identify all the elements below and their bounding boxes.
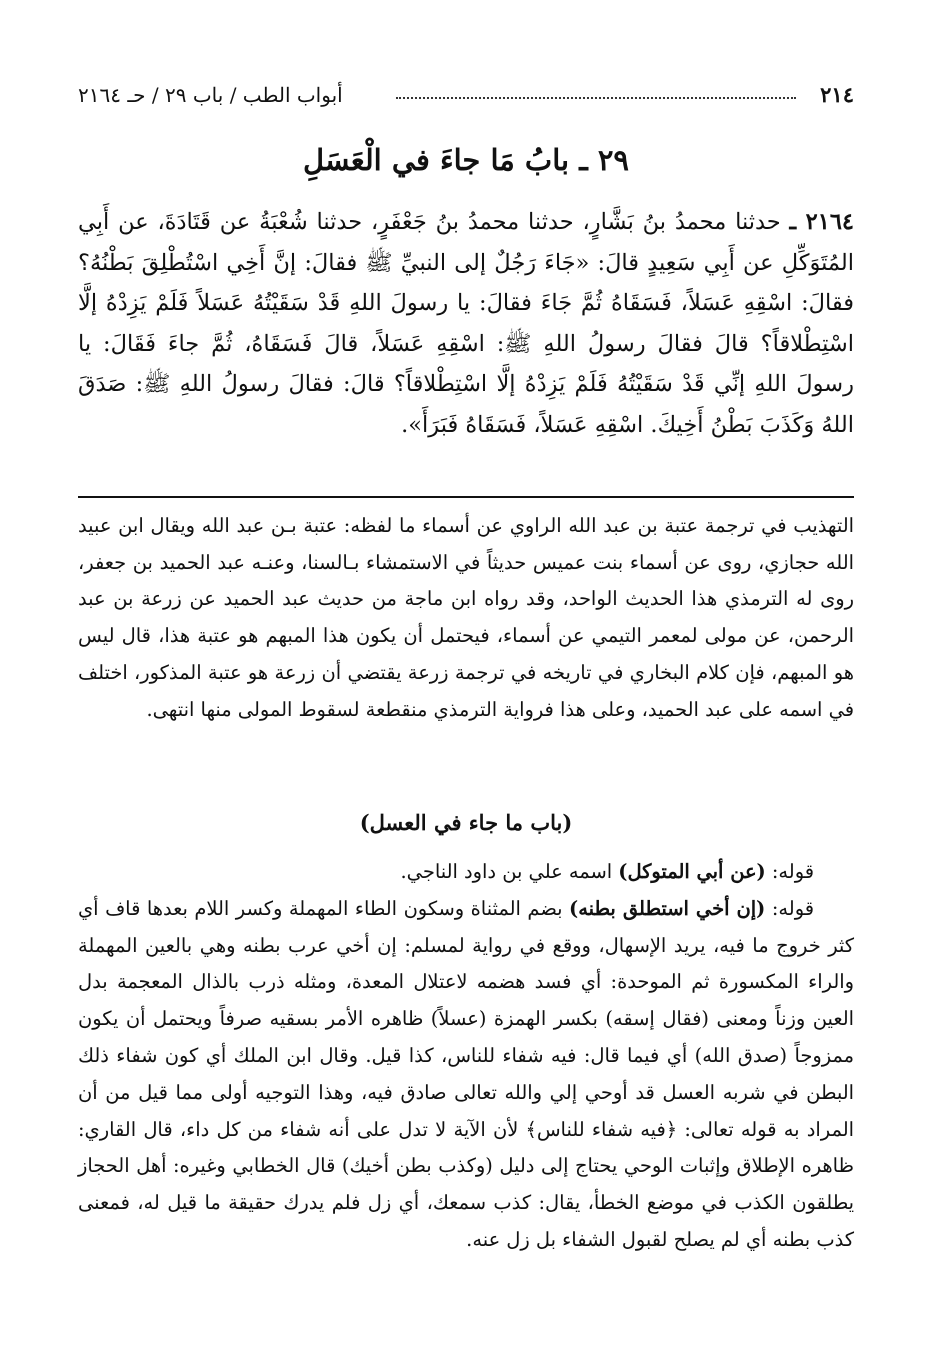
page: [78, 78, 854, 1318]
note-text: بضم المثناة وسكون الطاء المهملة وكسر اللام بعدها قاف أي كثر خروج ما فيه، يريد الإسهال، ووقع في رواية لمسلم: إن أخي عرب بطنه وهي بالعين المهملة والراء المكسورة ثم الموحدة: أي فسد هضمه لاعتلال المعدة، ومثله ذرب بالذال المعجمة بدل العين وزناً ومعنى (فقال إسقه) بكسر الهمزة (عسلاً) ظاهره الأمر بسقيه صرفاً ويحتمل أن يكون ممزوجاً (صدق الله) أي فيما قال: فيه شفاء للناس، كذا قيل. وقال ابن الملك أي كون شفاء ذلك البطن في شربه العسل قد أوحي إلي والله تعالى صادق فيه، وهذا التوجيه أولى مما قيل من أن المراد به قوله تعالى: ﴿فيه شفاء للناس﴾ لأن الآية لا تدل على أنه شفاء من كل داء، قال القاري: ظاهره الإطلاق وإثبات الوحي يحتاج إلى دليل (وكذب بطن أخيك) قال الخطابي وغيره: أهل الحجاز يطلقون الكذب في موضع الخطأ، يقال: كذب سمعك، أي زل فلم يدرك حقيقة ما قيل له، فمعنى كذب بطنه أي لم يصلح لقبول الشفاء بل زل عنه.: [78, 896, 854, 1251]
notes-block: [78, 854, 854, 1259]
section-divider: [78, 496, 854, 498]
hadith-text: حدثنا محمدُ بنُ بَشَّارٍ، حدثنا محمدُ بنُ جَعْفَرٍ، حدثنا شُعْبَةُ عن قَتَادَةَ، عن أَبِي المُتَوَكِّلِ عن أَبِي سَعِيدٍ قالَ: «جَاءَ رَجُلٌ إلى النبيِّ ﷺ فقالَ: إنَّ أَخِي اسْتُطْلِقَ بَطْنُهُ؟ فقالَ: اسْقِهِ عَسَلاً، فَسَقَاهُ ثُمَّ جَاءَ فقالَ: يا رسولَ اللهِ قَدْ سَقَيْتُهُ عَسَلاً فَلَمْ يَزِدْهُ إلَّا اسْتِطْلاقاً؟ قالَ فقالَ رسولُ اللهِ ﷺ: اسْقِهِ عَسَلاً، قالَ فَسَقَاهُ، ثُمَّ جاءَ فَقَالَ: يا رسولَ اللهِ إنِّي قَدْ سَقَيْتُهُ فَلَمْ يَزِدْهُ إلَّا اسْتِطْلاقاً؟ قالَ: فقالَ رسولُ اللهِ ﷺ: صَدَقَ اللهُ وَكَذَبَ بَطْنُ أَخِيكَ. اسْقِهِ عَسَلاً، فَسَقَاهُ فَبَرَأَ».: [78, 209, 854, 438]
commentary-subheading: (باب ما جاء في العسل): [359, 810, 573, 835]
running-head-section: أبواب الطب / باب ٢٩ / حـ ٢١٦٤: [78, 83, 343, 107]
note-lead: قوله:: [765, 896, 814, 920]
chapter-title: ٢٩ ـ بابُ مَا جاءَ في الْعَسَلِ: [303, 143, 629, 177]
note-paragraph: [78, 891, 854, 1259]
note-paragraph: [78, 854, 854, 891]
commentary-footnote: التهذيب في ترجمة عتبة بن عبد الله الراوي عن أسماء ما لفظه: عتبة بـن عبد الله ويقال ابن عبيد الله حجازي، روى عن أسماء بنت عميس حديثاً في الاستمشاء بـالسنا، وعنـه عبد الحميد بن جعفر، روى له الترمذي هذا الحديث الواحد، وقد رواه ابن ماجة من حديث عبد الحميد عن زرعة بن عبد الرحمن، عن مولى لمعمر التيمي عن أسماء، فيحتمل أن يكون هذا المبهم هو عتبة هذا، قال ليس هو المبهم، فإن كلام البخاري في تاريخه في ترجمة زرعة يقتضي أن زرعة هو عتبة المذكور، اختلف في اسمه على عبد الحميد، وعلى هذا فرواية الترمذي منقطعة لسقوط المولى منها انتهى.: [78, 514, 854, 721]
hadith-text-block: [78, 202, 854, 445]
running-head: [78, 78, 854, 112]
note-lead: قوله:: [765, 860, 814, 883]
hadith-number: ٢١٦٤ ـ: [789, 209, 854, 235]
note-quote: (عن أبي المتوكل): [618, 860, 766, 883]
note-text: اسمه علي بن داود الناجي.: [400, 860, 619, 883]
note-quote: (إن أخي استطلق بطنه): [569, 896, 766, 920]
leader-dots: [396, 96, 796, 99]
page-number: ٢١٤: [820, 82, 854, 107]
